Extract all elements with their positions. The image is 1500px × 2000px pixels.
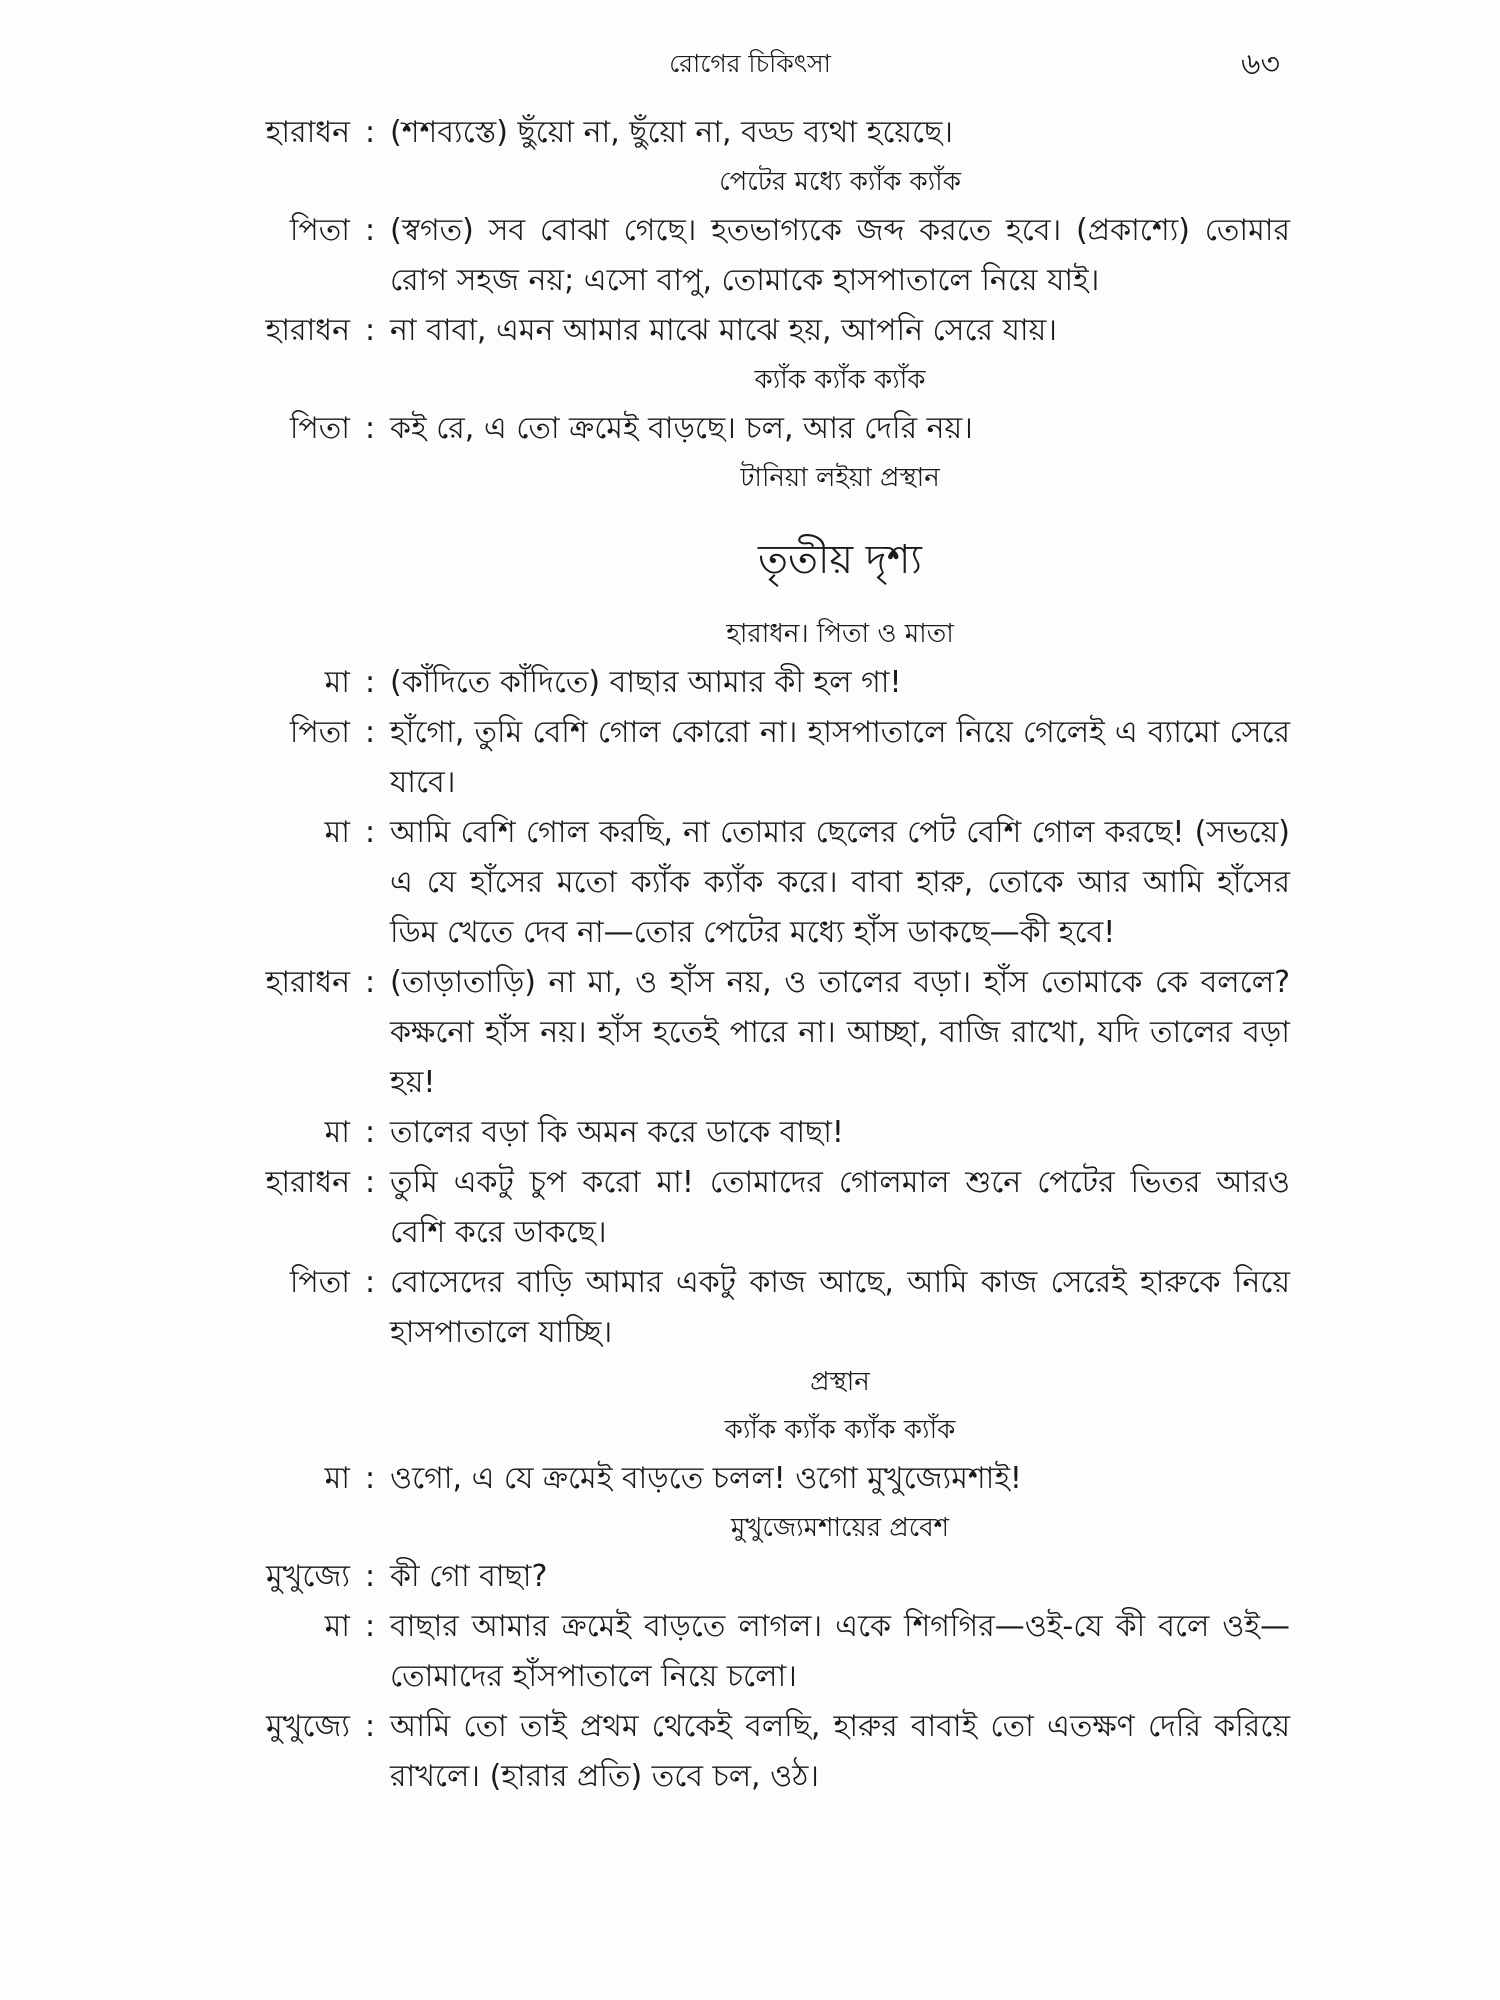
dialogue-line [200,1158,1290,1258]
speaker-colon: : [364,1559,376,1594]
speaker-colon: : [364,1165,376,1200]
speaker-colon: : [364,1115,376,1150]
dialogue-line [200,658,1290,708]
speech-text: (স্বগত) সব বোঝা গেছে। হতভাগ্যকে জব্দ করতে হবে। (প্রকাশ্যে) তোমার রোগ সহজ নয়; এসো বাপু, তোমাকে হাসপাতালে নিয়ে যাই। [390,213,1290,298]
speaker-name: হারাধন [265,1165,350,1200]
speech-text: (কাঁদিতে কাঁদিতে) বাছার আমার কী হল গা! [390,665,902,700]
dialogue-line [200,108,1290,158]
running-head: রোগের চিকিৎসা [669,49,831,78]
dialogue-line [200,1552,1290,1602]
speech-text: না বাবা, এমন আমার মাঝে মাঝে হয়, আপনি সেরে যায়। [390,313,1057,348]
dialogue-line [200,206,1290,306]
dialogue-line [200,1454,1290,1504]
speaker-colon: : [364,115,376,150]
dialogue-line [200,1258,1290,1358]
speaker-colon: : [364,1461,376,1496]
speaker-name: মা [324,1115,350,1150]
speaker-colon: : [364,815,376,850]
speaker-name: পিতা [289,715,350,750]
stage-direction: ক্যাঁক ক্যাঁক ক্যাঁক [754,365,926,395]
speaker-colon: : [364,1265,376,1300]
speech-text: ওগো, এ যে ক্রমেই বাড়তে চলল! ওগো মুখুজ্যেমশাই! [390,1461,1022,1496]
dialogue-line [200,808,1290,958]
speaker-colon: : [364,965,376,1000]
stage-direction: প্রস্থান [810,1367,870,1397]
scene-characters: হারাধন। পিতা ও মাতা [726,619,954,649]
speech-text: আমি বেশি গোল করছি, না তোমার ছেলের পেট বেশি গোল করছে! (সভয়ে) এ যে হাঁসের মতো ক্যাঁক ক্যাঁক করে। বাবা হারু, তোকে আর আমি হাঁসের ডিম খেতে দেব না—তোর পেটের মধ্যে হাঁস ডাকছে—কী হবে! [390,815,1290,950]
stage-direction: ক্যাঁক ক্যাঁক ক্যাঁক ক্যাঁক [724,1415,956,1445]
stage-direction: মুখুজ্যেমশায়ের প্রবেশ [730,1513,950,1543]
speaker-name: মা [324,665,350,700]
speaker-name: মুখুজ্যে [266,1709,350,1744]
speech-text: আমি তো তাই প্রথম থেকেই বলছি, হারুর বাবাই তো এতক্ষণ দেরি করিয়ে রাখলে। (হারার প্রতি) তবে চল, ওঠ। [390,1709,1290,1794]
speaker-colon: : [364,1609,376,1644]
speaker-name: পিতা [289,1265,350,1300]
speaker-name: হারাধন [265,115,350,150]
speech-text: তালের বড়া কি অমন করে ডাকে বাছা! [390,1115,844,1150]
stage-direction: পেটের মধ্যে ক্যাঁক ক্যাঁক [719,167,961,197]
speech-text: (তাড়াতাড়ি) না মা, ও হাঁস নয়, ও তালের বড়া। হাঁস তোমাকে কে বললে? কক্ষনো হাঁস নয়। হাঁস হতেই পারে না। আচ্ছা, বাজি রাখো, যদি তালের বড়া হয়! [390,965,1290,1100]
dialogue-line [200,404,1290,454]
play-text [200,108,1290,1802]
speaker-name: মুখুজ্যে [266,1559,350,1594]
speech-text: বোসেদের বাড়ি আমার একটু কাজ আছে, আমি কাজ সেরেই হারুকে নিয়ে হাসপাতালে যাচ্ছি। [390,1265,1290,1350]
dialogue-line [200,708,1290,808]
speech-text: কী গো বাছা? [390,1559,548,1594]
speaker-name: হারাধন [265,313,350,348]
speech-text: (শশব্যস্তে) ছুঁয়ো না, ছুঁয়ো না, বড্ড ব্যথা হয়েছে। [390,115,954,150]
dialogue-line [200,306,1290,356]
scene-title: তৃতীয় দৃশ্য [757,537,923,583]
dialogue-line [200,1702,1290,1802]
page-number: ৬৩ [1240,47,1280,82]
speaker-name: পিতা [289,213,350,248]
speaker-name: মা [324,815,350,850]
dialogue-line [200,1108,1290,1158]
speech-text: হাঁগো, তুমি বেশি গোল কোরো না। হাসপাতালে নিয়ে গেলেই এ ব্যামো সেরে যাবে। [390,715,1290,800]
speaker-colon: : [364,213,376,248]
speech-text: তুমি একটু চুপ করো মা! তোমাদের গোলমাল শুনে পেটের ভিতর আরও বেশি করে ডাকছে। [390,1165,1290,1250]
speaker-colon: : [364,411,376,446]
speaker-name: মা [324,1609,350,1644]
speaker-name: মা [324,1461,350,1496]
speaker-colon: : [364,715,376,750]
dialogue-line [200,958,1290,1108]
dialogue-line [200,1602,1290,1702]
speaker-colon: : [364,665,376,700]
speaker-name: হারাধন [265,965,350,1000]
speech-text: বাছার আমার ক্রমেই বাড়তে লাগল। একে শিগগির—ওই-যে কী বলে ওই—তোমাদের হাঁসপাতালে নিয়ে চলো। [390,1609,1290,1694]
stage-direction: টানিয়া লইয়া প্রস্থান [740,463,940,493]
speaker-colon: : [364,1709,376,1744]
speaker-colon: : [364,313,376,348]
speech-text: কই রে, এ তো ক্রমেই বাড়ছে। চল, আর দেরি নয়। [390,411,973,446]
speaker-name: পিতা [289,411,350,446]
